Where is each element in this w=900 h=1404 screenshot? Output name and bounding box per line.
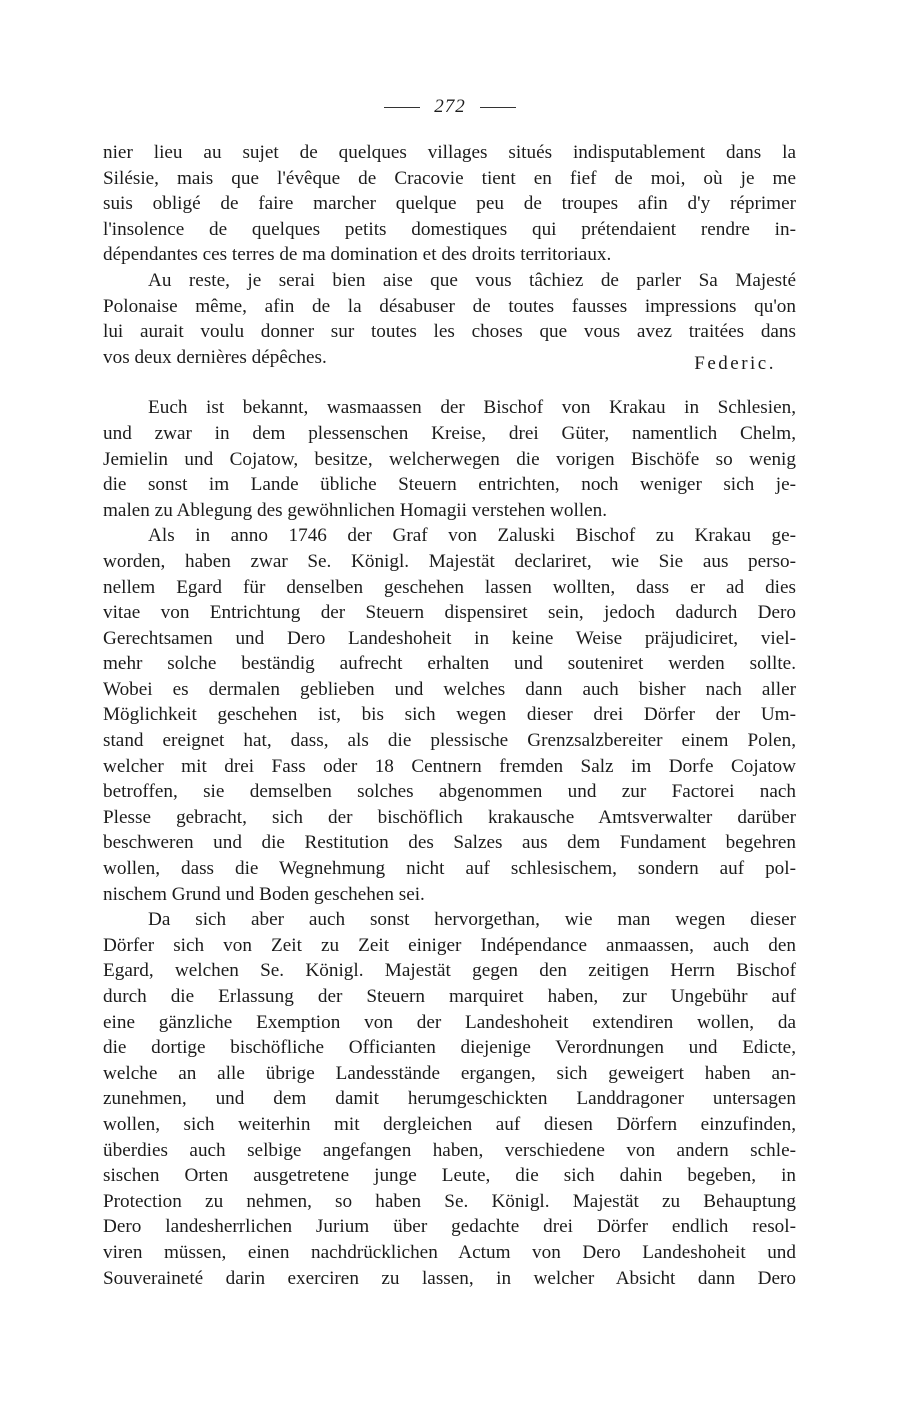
text-line: Jemielin und Cojatow, besitze, welcherwegen die vorigen Bischöfe so wenig	[103, 448, 796, 470]
text-line: Wobei es dermalen geblieben und welches dann auch bisher nach aller	[103, 678, 796, 700]
text-line: Polonaise même, afin de la désabuser de toutes fausses impressions qu'on	[103, 295, 796, 317]
paragraph	[103, 523, 796, 907]
text-line: Egard, welchen Se. Königl. Majestät gegen den zeitigen Herrn Bischof	[103, 960, 796, 982]
text-line: Plesse gebracht, sich der bischöflich krakausche Amtsverwalter darüber	[103, 806, 796, 828]
text-line: Au reste, je serai bien aise que vous tâchiez de parler Sa Majesté	[148, 269, 796, 291]
text-line: Souveraineté darin exerciren zu lassen, in welcher Absicht dann Dero	[103, 1267, 796, 1289]
text-line: durch die Erlassung der Steuern marquiret haben, zur Ungebühr auf	[103, 986, 796, 1007]
text-line: welche an alle übrige Landesstände ergangen, sich geweigert haben an-	[103, 1062, 796, 1084]
text-line: Gerechtsamen und Dero Landeshoheit in keine Weise präjudiciret, viel-	[103, 627, 796, 649]
text-line: überdies auch selbige angefangen haben, verschiedene von andern schle-	[103, 1139, 796, 1161]
text-line: betroffen, sie demselben solches abgenommen und zur Factorei nach	[103, 781, 796, 803]
text-line-content: vos deux dernières dépêches.	[103, 346, 327, 368]
text-line: nellem Egard für denselben geschehen lassen wollten, dass er ad dies	[103, 576, 796, 598]
text-line: welcher mit drei Fass oder 18 Centnern fremden Salz im Dorfe Cojatow	[103, 755, 796, 777]
text-line: Dero landesherrlichen Jurium über gedachte drei Dörfer endlich resol-	[103, 1216, 796, 1238]
text-line: lui aurait voulu donner sur toutes les choses que vous avez traitées dans	[103, 321, 796, 343]
header-rule-left	[384, 107, 420, 108]
paragraph	[103, 907, 796, 1291]
text-line: nischem Grund und Boden geschehen sei.	[103, 883, 425, 905]
text-line: worden, haben zwar Se. Königl. Majestät declariret, wie Sie aus perso-	[103, 550, 796, 572]
text-line: Protection zu nehmen, so haben Se. Königl. Majestät zu Behauptung	[103, 1190, 796, 1212]
text-line: Als in anno 1746 der Graf von Zaluski Bischof zu Krakau ge-	[148, 525, 796, 547]
paragraph	[103, 140, 796, 268]
signature: Federic.	[694, 352, 776, 374]
text-line: die dortige bischöfliche Officianten diejenige Verordnungen und Edicte,	[103, 1037, 796, 1059]
text-line: Da sich aber auch sonst hervorgethan, wie man wegen dieser	[148, 909, 796, 931]
text-line: stand ereignet hat, dass, als die plessische Grenzsalzbereiter einem Polen,	[103, 730, 796, 752]
text-line: Silésie, mais que l'évêque de Cracovie tient en fief de moi, où je me	[103, 167, 796, 189]
text-line: viren müssen, einen nachdrücklichen Actum von Dero Landeshoheit und	[103, 1241, 796, 1263]
text-line: Möglichkeit geschehen ist, bis sich wegen dieser drei Dörfer der Um-	[103, 704, 796, 726]
page-header	[0, 96, 900, 118]
text-line: sischen Orten ausgetretene junge Leute, die sich dahin begeben, in	[103, 1165, 796, 1187]
text-line: zunehmen, und dem damit herumgeschickten Landdragoner untersagen	[103, 1088, 796, 1110]
page-number: 272	[434, 96, 466, 117]
text-line: vitae von Entrichtung der Steuern dispensiret sein, jedoch dadurch Dero	[103, 602, 796, 624]
text-line: nier lieu au sujet de quelques villages situés indisputablement dans la	[103, 142, 796, 163]
text-line: und zwar in dem plessenschen Kreise, drei Güter, namentlich Chelm,	[103, 422, 796, 444]
paragraph	[103, 395, 796, 523]
header-rule-right	[480, 107, 516, 108]
text-line: dépendantes ces terres de ma domination et des droits territoriaux.	[103, 244, 612, 266]
paragraph	[103, 268, 796, 374]
text-line: Dörfer sich von Zeit zu Zeit einiger Indépendance anmaassen, auch den	[103, 934, 796, 956]
text-line: wollen, sich weiterhin mit dergleichen auf diesen Dörfern einzufinden,	[103, 1113, 796, 1135]
text-line: l'insolence de quelques petits domestiques qui prétendaient rendre in-	[103, 218, 796, 240]
text-line: die sonst im Lande übliche Steuern entrichten, noch weniger sich je-	[103, 474, 796, 496]
text-line: beschweren und die Restitution des Salzes aus dem Fundament begehren	[103, 832, 796, 854]
text-line: wollen, dass die Wegnehmung nicht auf schlesischem, sondern auf pol-	[103, 858, 796, 880]
text-line	[103, 345, 796, 374]
text-line: eine gänzliche Exemption von der Landeshoheit extendiren wollen, da	[103, 1011, 796, 1033]
text-line: malen zu Ablegung des gewöhnlichen Homagii verstehen wollen.	[103, 499, 608, 521]
section-gap	[103, 370, 796, 395]
text-line: Euch ist bekannt, wasmaassen der Bischof von Krakau in Schlesien,	[148, 397, 796, 419]
body-text	[103, 140, 796, 1291]
text-line: mehr solche beständig aufrecht erhalten und souteniret werden sollte.	[103, 653, 796, 675]
text-line: suis obligé de faire marcher quelque peu de troupes afin d'y réprimer	[103, 193, 796, 215]
